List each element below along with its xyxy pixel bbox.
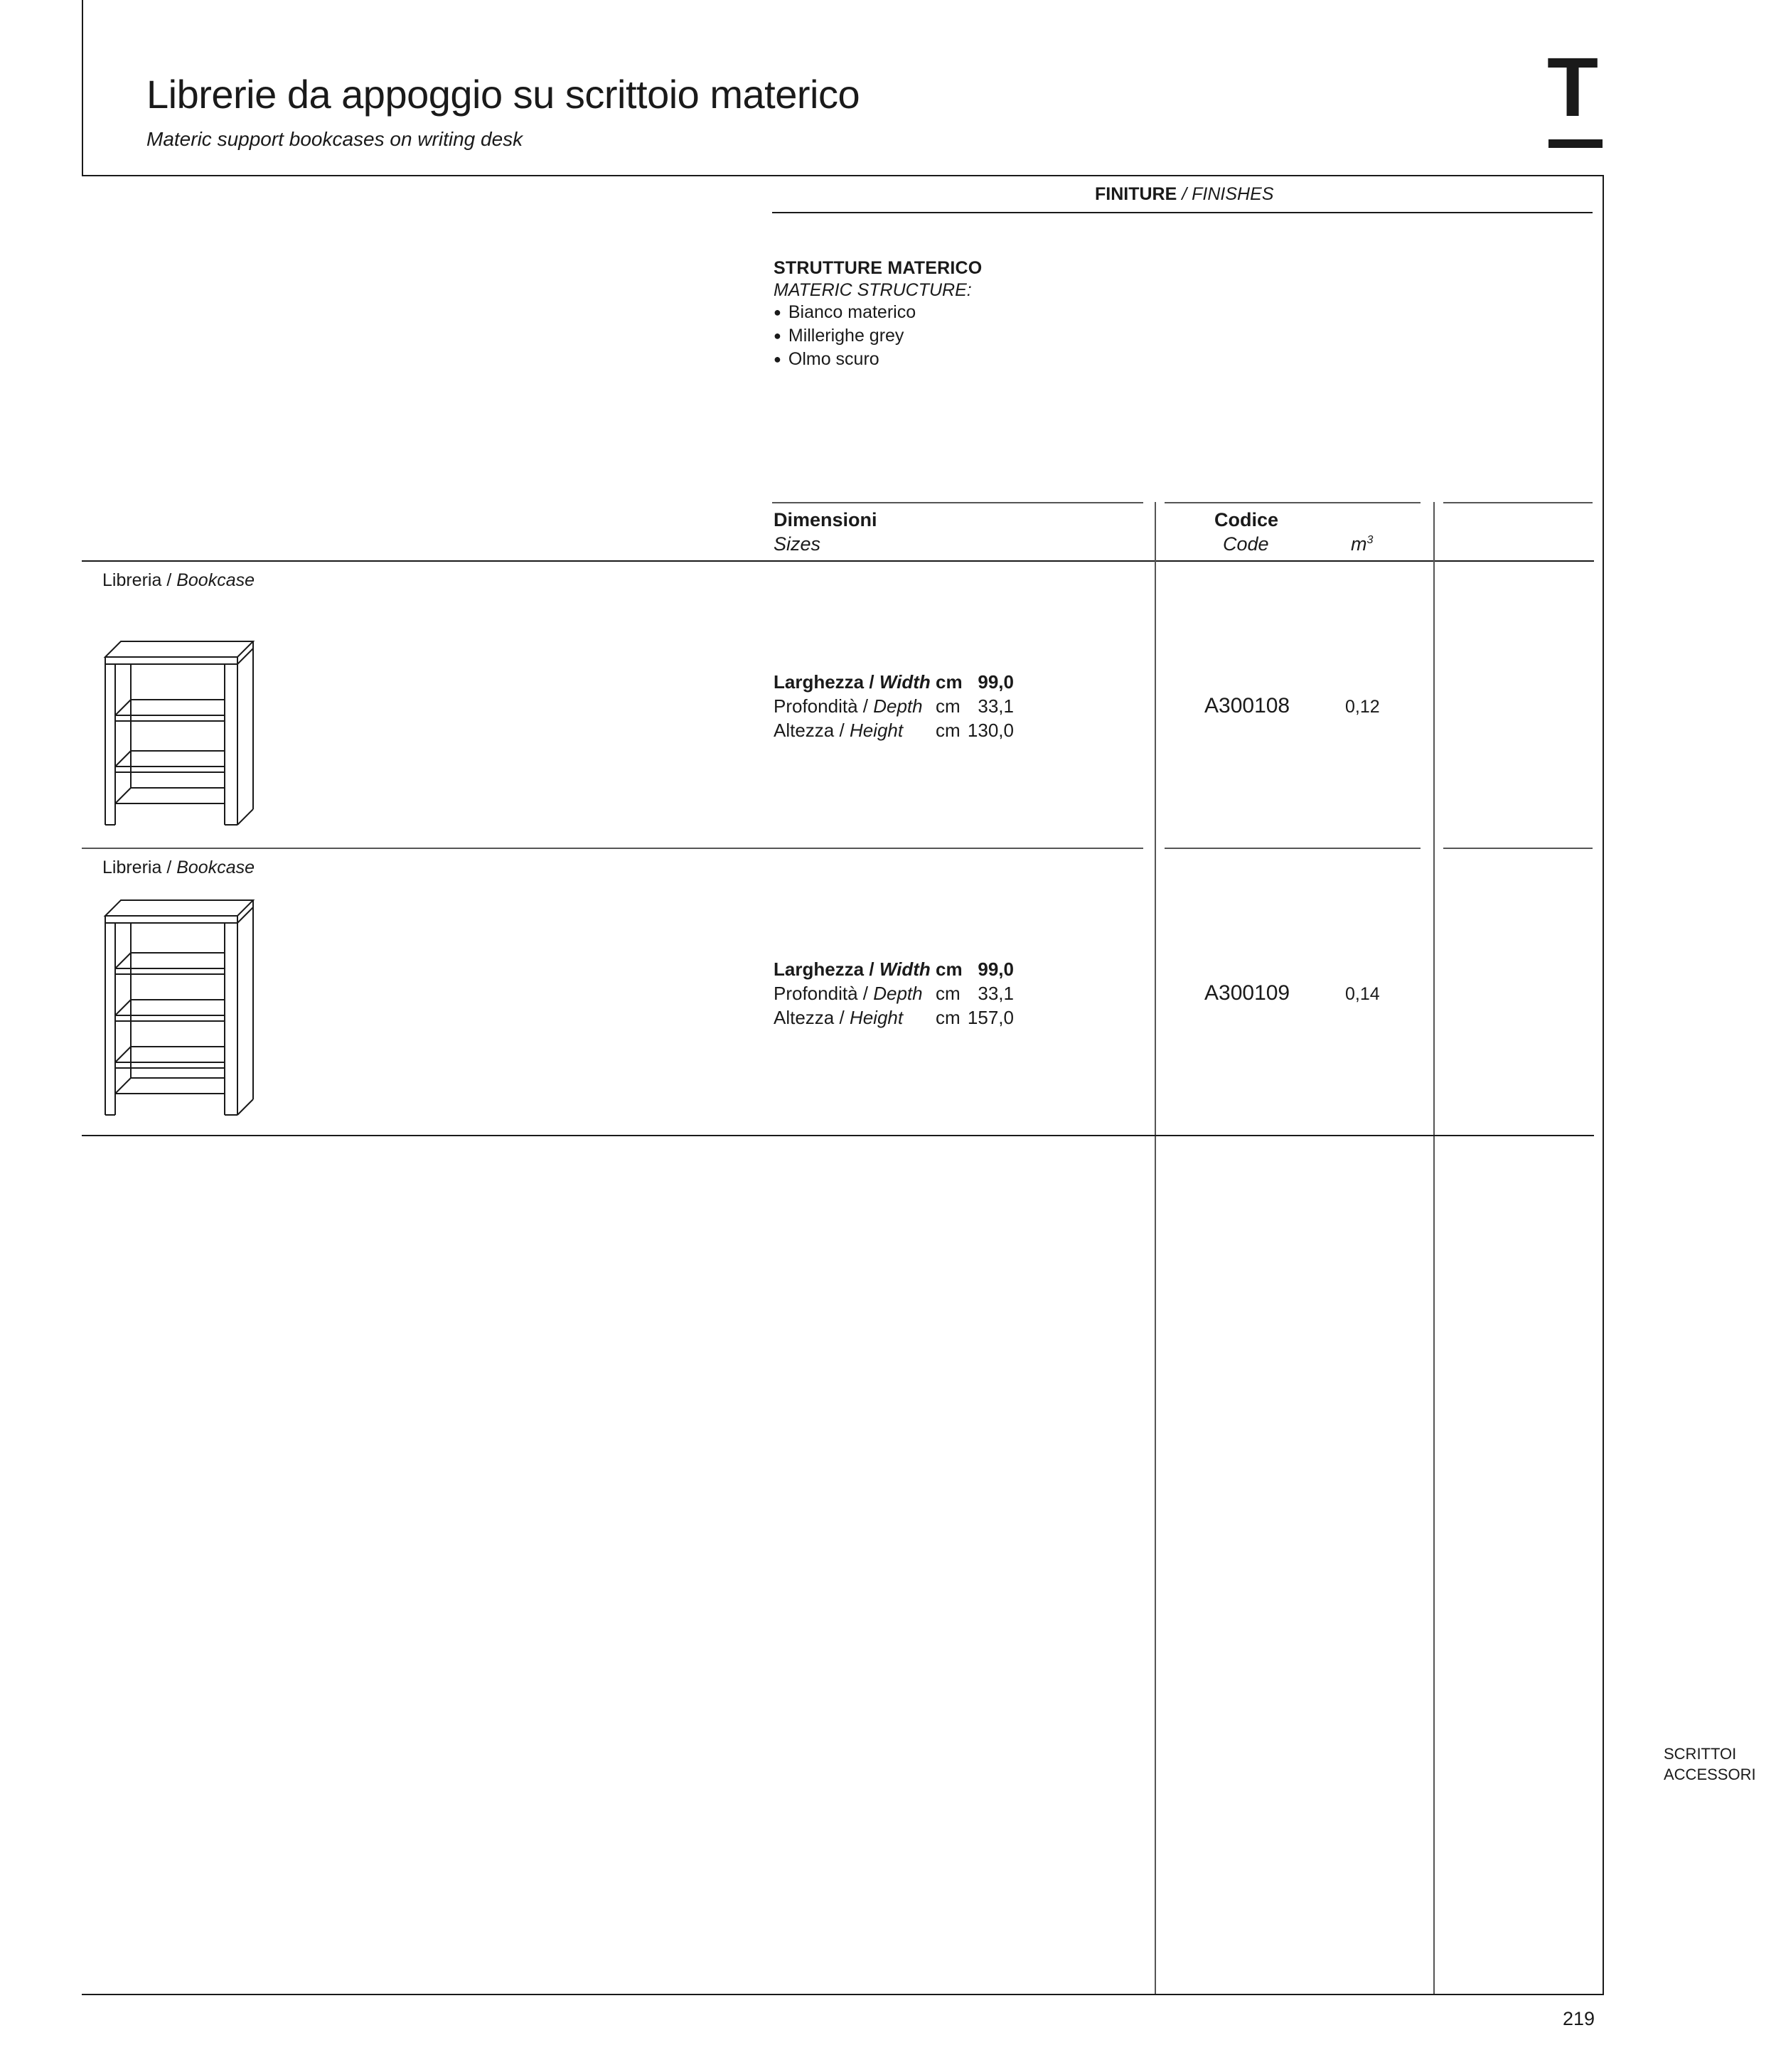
depth-unit: cm xyxy=(936,695,961,717)
height-line: Altezza / Height cm 157,0 xyxy=(774,1007,1014,1028)
product-name: Libreria / Bookcase xyxy=(102,858,255,877)
column-divider-code xyxy=(1155,502,1156,1995)
dimensions-header: Dimensioni xyxy=(774,509,877,530)
row-separator xyxy=(82,848,1143,849)
table-header-rule xyxy=(82,560,1594,562)
finish-option: ● Millerighe grey xyxy=(774,325,982,348)
depth-label-en: Depth xyxy=(873,695,923,717)
side-tab-line1: SCRITTOI xyxy=(1664,1745,1737,1763)
right-frame-line xyxy=(1603,175,1604,1995)
page-title: Librerie da appoggio su scrittoio materico xyxy=(146,72,860,117)
product-code: A300108 xyxy=(1204,694,1290,717)
width-label-en: Width xyxy=(879,671,931,693)
width-value: 99,0 xyxy=(978,671,1014,693)
height-line: Altezza / Height cm 130,0 xyxy=(774,720,1014,741)
structure-finishes xyxy=(774,257,982,372)
page-number: 219 xyxy=(1563,2008,1595,2029)
left-frame-line xyxy=(82,0,83,176)
height-unit: cm xyxy=(936,1007,961,1028)
height-label: Altezza xyxy=(774,720,835,741)
height-label: Altezza xyxy=(774,1007,835,1028)
product-volume: 0,12 xyxy=(1345,697,1380,717)
volume-header xyxy=(1351,533,1373,555)
finish-option: ● Bianco materico xyxy=(774,301,982,325)
height-label-en: Height xyxy=(849,720,904,741)
product-volume: 0,14 xyxy=(1345,984,1380,1004)
product-name-en: Bookcase xyxy=(176,570,255,590)
brand-logo-letter: T xyxy=(1547,41,1599,134)
depth-value: 33,1 xyxy=(978,983,1014,1004)
product-name-en: Bookcase xyxy=(176,858,255,877)
dimensions-header-en: Sizes xyxy=(774,533,821,555)
finishes-heading-en: / FINISHES xyxy=(1182,184,1274,204)
height-value: 157,0 xyxy=(967,1007,1014,1028)
width-value: 99,0 xyxy=(978,958,1014,980)
width-label: Larghezza xyxy=(774,671,865,693)
dimensions-block xyxy=(774,670,1014,742)
depth-value: 33,1 xyxy=(978,695,1014,717)
brand-logo-bar xyxy=(1548,139,1603,148)
structure-title: STRUTTURE MATERICO xyxy=(774,258,983,278)
finishes-heading-it: FINITURE xyxy=(1095,184,1177,204)
depth-line: Profondità / Depth cm 33,1 xyxy=(774,983,1014,1004)
table-top-rule xyxy=(1165,502,1421,503)
page-subtitle: Materic support bookcases on writing desk xyxy=(146,128,523,150)
row-separator xyxy=(1443,848,1593,849)
product-name-it: Libreria xyxy=(102,570,162,590)
depth-unit: cm xyxy=(936,983,961,1004)
finishes-heading xyxy=(1095,184,1273,205)
product-code: A300109 xyxy=(1204,981,1290,1005)
height-label-en: Height xyxy=(849,1007,904,1028)
finishes-rule xyxy=(772,212,1593,213)
page-bottom-rule xyxy=(82,1994,1604,1995)
width-label: Larghezza xyxy=(774,958,865,980)
width-line: Larghezza / Width cm 99,0 xyxy=(774,958,1014,980)
height-value: 130,0 xyxy=(967,720,1014,741)
product-name: Libreria / Bookcase xyxy=(102,570,255,590)
width-label-en: Width xyxy=(879,958,931,980)
volume-unit: m xyxy=(1351,533,1367,555)
section-side-tab xyxy=(1664,1743,1756,1785)
width-unit: cm xyxy=(936,958,963,980)
column-divider-extra xyxy=(1433,502,1435,1995)
bookcase-drawing xyxy=(100,639,263,828)
header-bottom-line xyxy=(82,175,1604,176)
table-end-rule xyxy=(82,1135,1594,1136)
depth-label-en: Depth xyxy=(873,983,923,1004)
dimensions-block xyxy=(774,957,1014,1030)
table-top-rule xyxy=(772,502,1143,503)
table-top-rule xyxy=(1443,502,1593,503)
side-tab-line2: ACCESSORI xyxy=(1664,1766,1756,1783)
volume-exponent: 3 xyxy=(1366,534,1374,546)
product-name-it: Libreria xyxy=(102,858,162,877)
finish-option: ● Olmo scuro xyxy=(774,348,982,372)
structure-title-en: MATERIC STRUCTURE: xyxy=(774,280,972,300)
code-header-en: Code xyxy=(1223,533,1269,555)
bookcase-drawing xyxy=(100,897,263,1118)
depth-line: Profondità / Depth cm 33,1 xyxy=(774,695,1014,717)
height-unit: cm xyxy=(936,720,961,741)
row-separator xyxy=(1165,848,1421,849)
depth-label: Profondità xyxy=(774,983,858,1004)
depth-label: Profondità xyxy=(774,695,858,717)
width-line: Larghezza / Width cm 99,0 xyxy=(774,671,1014,693)
width-unit: cm xyxy=(936,671,963,693)
code-header: Codice xyxy=(1214,509,1279,530)
